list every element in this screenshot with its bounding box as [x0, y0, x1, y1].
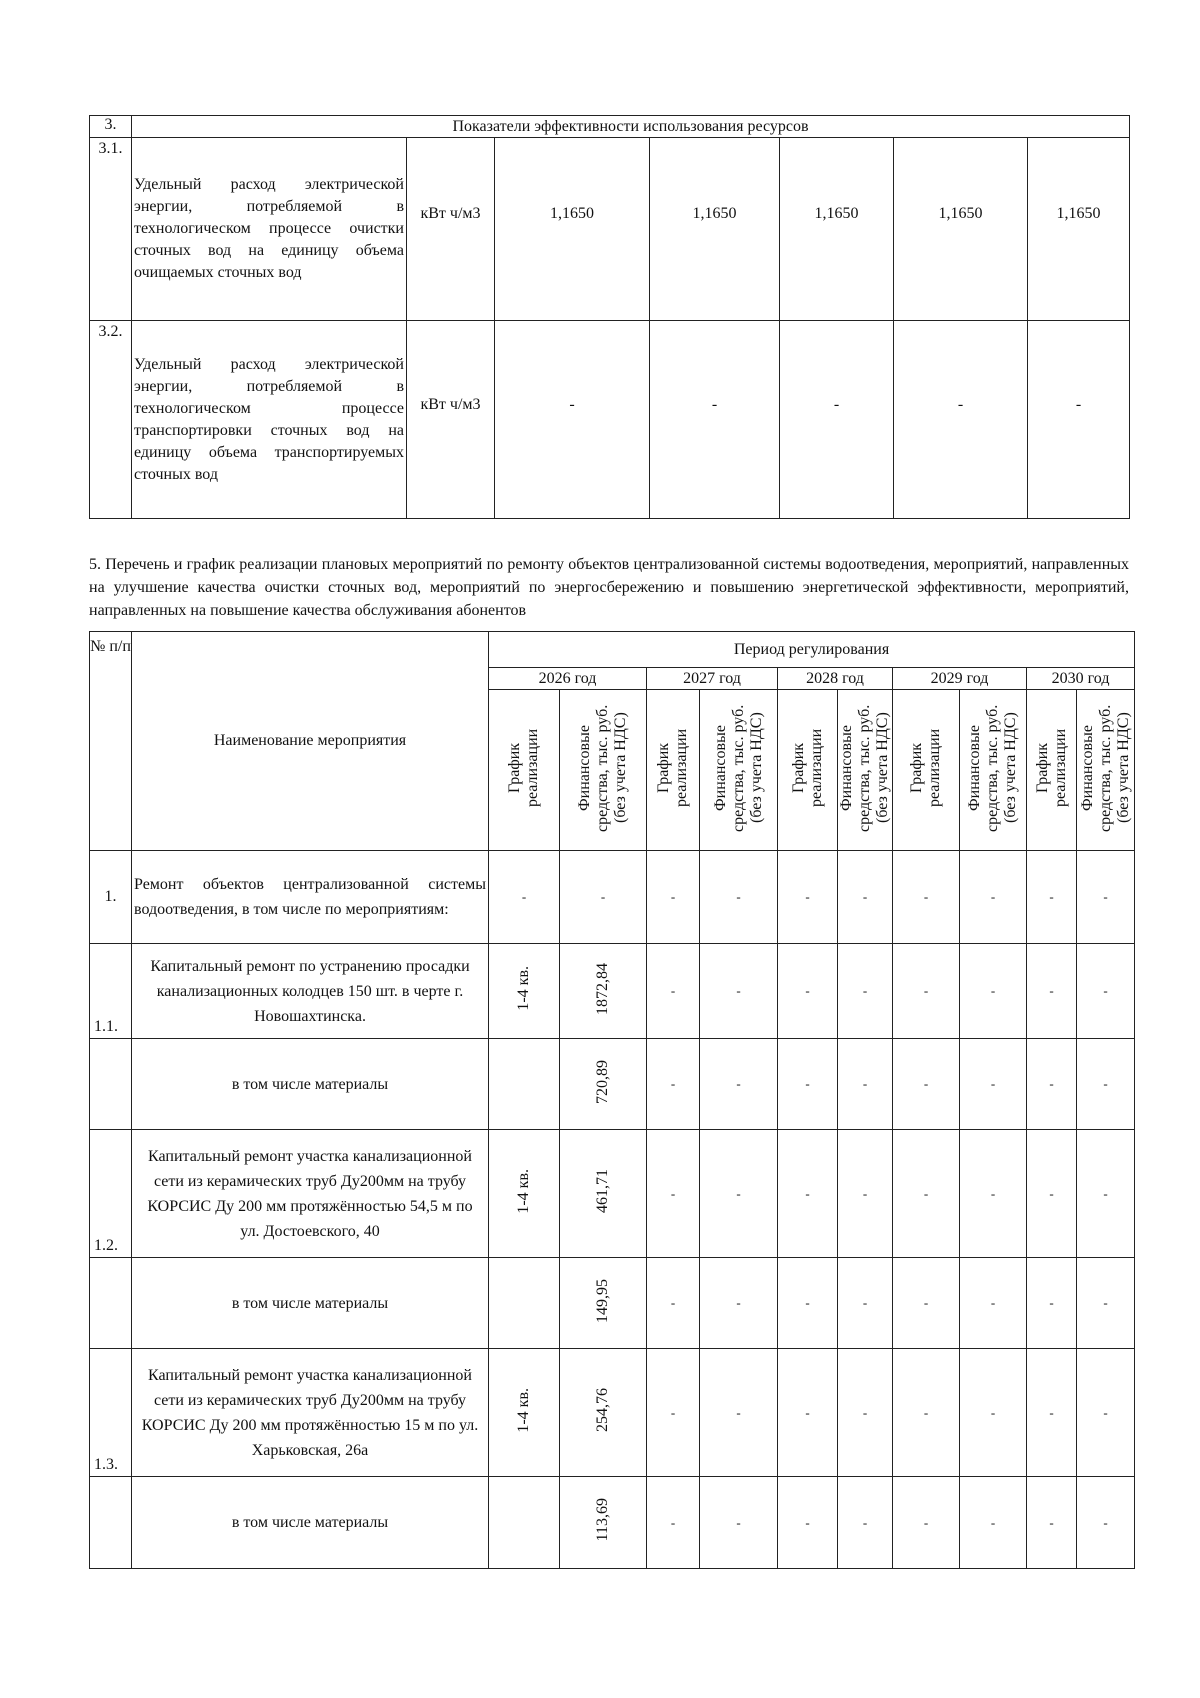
header-schedule-2028: График реализации [778, 690, 838, 851]
finance-2027: - [700, 944, 778, 1039]
finance-2030: - [1077, 1130, 1135, 1258]
header-row-number: № п/п [90, 632, 132, 851]
table-row [90, 1477, 1135, 1569]
measure-name: в том числе материалы [132, 1477, 489, 1569]
measure-name: в том числе материалы [132, 1258, 489, 1349]
repair-measures-table [89, 631, 1135, 1569]
schedule-2026 [489, 1258, 560, 1349]
finance-2030: - [1077, 1477, 1135, 1569]
measure-name: Капитальный ремонт участка канализационной сети из керамических труб Ду200мм на трубу КОРСИС Ду 200 мм протяжённостью 54,5 м по ул. Достоевского, 40 [132, 1130, 489, 1258]
finance-2027: - [700, 1349, 778, 1477]
finance-2029: - [960, 1349, 1027, 1477]
header-schedule-2029: График реализации [893, 690, 960, 851]
finance-2028: - [838, 1039, 893, 1130]
row-number: 1. [90, 851, 132, 944]
header-finance-2029: Финансовые средства, тыс. руб. (без учета НДС) [960, 690, 1027, 851]
header-measure-name: Наименование мероприятия [132, 632, 489, 851]
value-2028: - [780, 321, 894, 519]
table-row [90, 851, 1135, 944]
header-finance-2026: Финансовые средства, тыс. руб. (без учета НДС) [560, 690, 647, 851]
table-row [90, 1039, 1135, 1130]
table-row [90, 321, 1130, 519]
schedule-2030: - [1027, 1477, 1077, 1569]
finance-2026: 461,71 [560, 1130, 647, 1258]
finance-2026: 149,95 [560, 1258, 647, 1349]
finance-2030: - [1077, 944, 1135, 1039]
finance-2028: - [838, 1258, 893, 1349]
finance-2028: - [838, 1349, 893, 1477]
schedule-2026: - [489, 851, 560, 944]
schedule-2026 [489, 1039, 560, 1130]
header-schedule-2026: График реализации [489, 690, 560, 851]
indicator-unit: кВт ч/м3 [407, 321, 495, 519]
finance-2028: - [838, 1477, 893, 1569]
schedule-2030: - [1027, 944, 1077, 1039]
schedule-2027: - [647, 1477, 700, 1569]
schedule-2030: - [1027, 1039, 1077, 1130]
header-year-2027: 2027 год [647, 668, 778, 690]
measure-name: в том числе материалы [132, 1039, 489, 1130]
finance-2026: 720,89 [560, 1039, 647, 1130]
finance-2027: - [700, 851, 778, 944]
schedule-2030: - [1027, 1130, 1077, 1258]
schedule-2026: 1-4 кв. [489, 944, 560, 1039]
finance-2030: - [1077, 1258, 1135, 1349]
measure-name: Капитальный ремонт по устранению просадки канализационных колодцев 150 шт. в черте г. Новошахтинска. [132, 944, 489, 1039]
finance-2029: - [960, 1258, 1027, 1349]
schedule-2027: - [647, 851, 700, 944]
value-2029: 1,1650 [894, 138, 1028, 321]
header-year-2029: 2029 год [893, 668, 1027, 690]
row-number [90, 1039, 132, 1130]
indicator-unit: кВт ч/м3 [407, 138, 495, 321]
finance-2026: 113,69 [560, 1477, 647, 1569]
header-schedule-2030: График реализации [1027, 690, 1077, 851]
finance-2026: 1872,84 [560, 944, 647, 1039]
row-number: 1.1. [90, 944, 132, 1039]
finance-2029: - [960, 851, 1027, 944]
value-2029: - [894, 321, 1028, 519]
finance-2029: - [960, 1477, 1027, 1569]
header-finance-2030: Финансовые средства, тыс. руб. (без учета НДС) [1077, 690, 1135, 851]
value-2028: 1,1650 [780, 138, 894, 321]
efficiency-indicators-table [89, 115, 1130, 519]
finance-2027: - [700, 1039, 778, 1130]
schedule-2029: - [893, 1258, 960, 1349]
measure-name: Ремонт объектов централизованной системы водоотведения, в том числе по мероприятиям: [132, 851, 489, 944]
schedule-2029: - [893, 1039, 960, 1130]
schedule-2029: - [893, 944, 960, 1039]
section-title: Показатели эффективности использования ресурсов [132, 116, 1130, 138]
table-row [90, 1130, 1135, 1258]
schedule-2029: - [893, 851, 960, 944]
row-number: 3.1. [90, 138, 132, 321]
finance-2030: - [1077, 851, 1135, 944]
schedule-2027: - [647, 944, 700, 1039]
indicator-description: Удельный расход электрической энергии, потребляемой в технологическом процессе транспортировки сточных вод на единицу объема транспортируемых сточных вод [132, 321, 407, 519]
schedule-2028: - [778, 1039, 838, 1130]
finance-2027: - [700, 1130, 778, 1258]
header-finance-2027: Финансовые средства, тыс. руб. (без учета НДС) [700, 690, 778, 851]
finance-2027: - [700, 1258, 778, 1349]
value-2030: - [1028, 321, 1130, 519]
row-number [90, 1477, 132, 1569]
schedule-2028: - [778, 1349, 838, 1477]
schedule-2026: 1-4 кв. [489, 1130, 560, 1258]
value-2026: - [495, 321, 650, 519]
finance-2029: - [960, 1039, 1027, 1130]
schedule-2027: - [647, 1258, 700, 1349]
table-row [90, 138, 1130, 321]
schedule-2028: - [778, 851, 838, 944]
value-2026: 1,1650 [495, 138, 650, 321]
value-2027: 1,1650 [650, 138, 780, 321]
schedule-2030: - [1027, 1258, 1077, 1349]
header-year-2030: 2030 год [1027, 668, 1135, 690]
finance-2028: - [838, 1130, 893, 1258]
header-finance-2028: Финансовые средства, тыс. руб. (без учета НДС) [838, 690, 893, 851]
row-number: 1.3. [90, 1349, 132, 1477]
table-row [90, 944, 1135, 1039]
section-number: 3. [90, 116, 132, 138]
header-schedule-2027: График реализации [647, 690, 700, 851]
row-number: 1.2. [90, 1130, 132, 1258]
measure-name: Капитальный ремонт участка канализационной сети из керамических труб Ду200мм на трубу КОРСИС Ду 200 мм протяжённостью 15 м по ул. Харьковская, 26а [132, 1349, 489, 1477]
finance-2030: - [1077, 1039, 1135, 1130]
value-2030: 1,1650 [1028, 138, 1130, 321]
schedule-2027: - [647, 1349, 700, 1477]
schedule-2029: - [893, 1130, 960, 1258]
row-number [90, 1258, 132, 1349]
table-row [90, 1349, 1135, 1477]
table-row [90, 1258, 1135, 1349]
schedule-2027: - [647, 1130, 700, 1258]
row-number: 3.2. [90, 321, 132, 519]
schedule-2028: - [778, 944, 838, 1039]
schedule-2028: - [778, 1477, 838, 1569]
schedule-2028: - [778, 1130, 838, 1258]
schedule-2029: - [893, 1349, 960, 1477]
header-year-2028: 2028 год [778, 668, 893, 690]
schedule-2027: - [647, 1039, 700, 1130]
schedule-2030: - [1027, 851, 1077, 944]
finance-2029: - [960, 944, 1027, 1039]
finance-2026: 254,76 [560, 1349, 647, 1477]
value-2027: - [650, 321, 780, 519]
finance-2028: - [838, 944, 893, 1039]
schedule-2026: 1-4 кв. [489, 1349, 560, 1477]
header-year-2026: 2026 год [489, 668, 647, 690]
finance-2030: - [1077, 1349, 1135, 1477]
schedule-2030: - [1027, 1349, 1077, 1477]
section-5-paragraph: 5. Перечень и график реализации плановых мероприятий по ремонту объектов централизованной системы водоотведения, мероприятий, направленных на улучшение качества очистки сточных вод, мероприятий по энергосбережению и повышению энергетической эффективности, мероприятий, направленных на повышение качества обслуживания абонентов [89, 556, 1129, 619]
header-regulation-period: Период регулирования [489, 632, 1135, 668]
finance-2026: - [560, 851, 647, 944]
indicator-description: Удельный расход электрической энергии, потребляемой в технологическом процессе очистки сточных вод на единицу объема очищаемых сточных вод [132, 138, 407, 321]
schedule-2029: - [893, 1477, 960, 1569]
schedule-2028: - [778, 1258, 838, 1349]
finance-2028: - [838, 851, 893, 944]
finance-2027: - [700, 1477, 778, 1569]
schedule-2026 [489, 1477, 560, 1569]
finance-2029: - [960, 1130, 1027, 1258]
